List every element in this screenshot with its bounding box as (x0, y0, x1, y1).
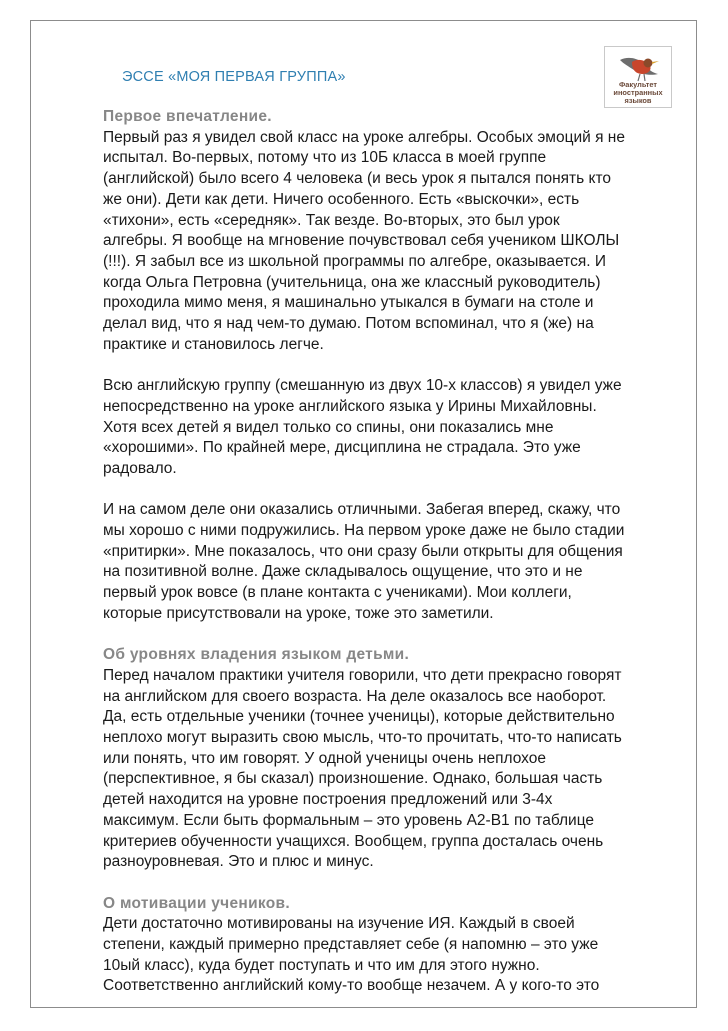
text-line: Первый раз я увидел свой класс на уроке алгебры. Особых эмоций я не (103, 128, 625, 146)
section-heading: О мотивации учеников. (103, 894, 290, 912)
text-line: проходила мимо меня, я машинально утыкался в бумаги на столе и (103, 294, 594, 312)
text-line: делал вид, что я над чем-то думаю. Потом вспоминал, что я (же) на (103, 315, 594, 333)
paragraph (103, 914, 693, 997)
section-heading: Первое впечатление. (103, 108, 272, 125)
section-heading: Об уровнях владения языком детьми. (103, 646, 410, 664)
text-line: на позитивной волне. Даже складывалось ощущение, что это и не (103, 563, 583, 581)
text-line: Да, есть отдельные ученики (точнее ученицы), которые действительно (103, 708, 615, 726)
faculty-logo (604, 46, 672, 108)
text-line: разноуровневая. Это и плюс и минус. (103, 853, 374, 871)
paragraph (103, 666, 693, 873)
essay-body (103, 107, 693, 997)
text-line: критериев обученности учащихся. Вообщем, группа досталась очень (103, 832, 604, 850)
text-line: же они). Дети как дети. Ничего особенного. Есть «выскочки», есть (103, 190, 580, 208)
text-line: или понять, что им говорят. У одной ученицы очень неплохое (103, 749, 546, 767)
logo-caption (605, 81, 671, 106)
text-line: практике и становилось легче. (103, 335, 324, 353)
text-line: неплохо могут выразить свою мысль, что-то прочитать, что-то написать (103, 729, 622, 747)
text-line: на английском для своего возраста. На деле оказалось все наоборот. (103, 687, 607, 705)
text-line: когда Ольга Петровна (учительница, она же классный руководитель) (103, 273, 601, 291)
text-line: Дети достаточно мотивированы на изучение ИЯ. Каждый в своей (103, 915, 575, 933)
paragraph (103, 500, 693, 624)
essay-title: ЭССЕ «МОЯ ПЕРВАЯ ГРУППА» (122, 69, 346, 85)
logo-caption-line: иностранных (613, 88, 663, 98)
text-line: алгебры. Я вообще на мгновение почувствовал себя учеником ШКОЛЫ (103, 232, 620, 250)
text-line: «притирки». Мне показалось, что они сразу были открыты для общения (103, 542, 623, 560)
text-line: радовало. (103, 459, 177, 477)
text-line: степени, каждый примерно представляет себе (я напомню – это уже (103, 936, 599, 954)
text-line: (английской) было всего 4 человека (и весь урок я пытался понять кто (103, 170, 612, 188)
text-line: Хотя всех детей я видел только со спины, они показались мне (103, 418, 554, 436)
text-line: Перед началом практики учителя говорили, что дети прекрасно говорят (103, 666, 622, 684)
text-line: которые присутствовали на уроке, тоже это заметили. (103, 604, 494, 622)
paragraph (103, 376, 693, 480)
logo-caption-line: Факультет (619, 80, 657, 89)
text-line: непосредственно на уроке английского языка у Ирины Михайловны. (103, 397, 597, 415)
text-line: первый урок вовсе (в плане контакта с учениками). Мои коллеги, (103, 584, 572, 602)
text-line: испытал. Во-первых, потому что из 10Б класса в моей группе (103, 149, 547, 167)
paragraph (103, 128, 693, 356)
text-line: (!!!). Я забыл все из школьной программы по алгебре, оказывается. И (103, 252, 607, 270)
text-line: «тихони», есть «середняк». Так везде. Во-вторых, это был урок (103, 211, 560, 229)
text-line: «хорошими». По крайней мере, дисциплина не страдала. Это уже (103, 439, 581, 457)
text-line: (перспективное, я бы сказал) произношение. Однако, большая часть (103, 770, 603, 788)
text-line: Соответственно английский кому-то вообще незачем. А у кого-то это (103, 977, 600, 995)
text-line: Всю английскую группу (смешанную из двух 10-х классов) я увидел уже (103, 377, 622, 395)
text-line: мы хорошо с ними подружились. На первом уроке даже не было стадии (103, 522, 625, 540)
logo-caption-line: языков (624, 96, 652, 106)
text-line: 10ый класс), куда будет поступать и что им для этого нужно. (103, 956, 540, 974)
text-line: максимум. Если быть формальным – это уровень А2-В1 по таблице (103, 811, 595, 829)
text-line: детей находится на уровне построения предложений или 3-4х (103, 791, 553, 809)
text-line: И на самом деле они оказались отличными. Забегая вперед, скажу, что (103, 501, 621, 519)
